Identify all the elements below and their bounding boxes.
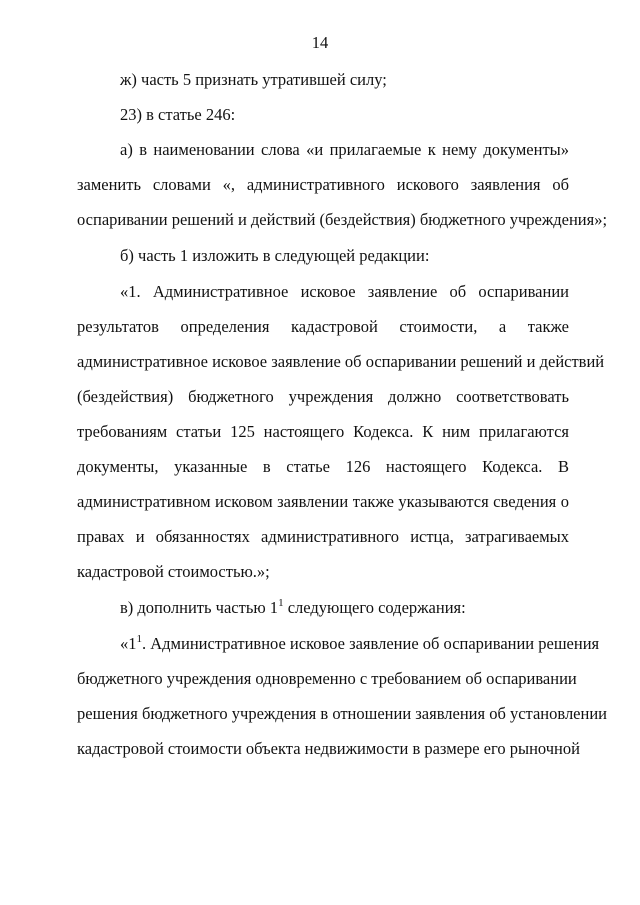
page-number: 14 [311,33,329,52]
text-line: «1. Административное исковое заявление об оспаривании [120,282,569,301]
superscript: 1 [136,632,142,645]
text-segment: в) дополнить частью 1 [120,598,279,617]
text-line: заменить словами «, административного искового заявления об [77,175,569,194]
text-line: документы, указанные в статье 126 настоящего Кодекса. В [77,457,569,476]
text-line: 23) в статье 246: [120,105,236,124]
text-line: требованиям статьи 125 настоящего Кодекса. К ним прилагаются [77,422,569,441]
text-line: ж) часть 5 признать утратившей силу; [120,70,387,89]
superscript: 1 [278,596,284,609]
text-segment: . Административное исковое заявление об оспаривании решения [142,634,600,653]
text-line [120,632,600,654]
text-line [120,598,569,618]
text-segment: «1 [120,634,137,653]
text-line: бюджетного учреждения одновременно с требованием об оспаривании [77,669,577,688]
text-line: результатов определения кадастровой стоимости, а также [77,317,569,336]
text-line: административном исковом заявлении также указываются сведения о [77,492,569,511]
text-line: (бездействия) бюджетного учреждения должно соответствовать [77,387,569,406]
text-line: кадастровой стоимостью.»; [77,562,270,581]
text-line: а) в наименовании слова «и прилагаемые к нему документы» [120,140,569,159]
text-line: административное исковое заявление об оспаривании решений и действий [77,352,605,371]
text-line: оспаривании решений и действий (бездействия) бюджетного учреждения»; [77,210,608,229]
text-segment: следующего содержания: [283,598,466,617]
text-line: правах и обязанностях административного истца, затрагиваемых [77,527,569,546]
text-line: б) часть 1 изложить в следующей редакции: [120,246,430,265]
text-line: решения бюджетного учреждения в отношении заявления об установлении [77,704,607,723]
text-line: кадастровой стоимости объекта недвижимости в размере его рыночной [77,739,580,758]
